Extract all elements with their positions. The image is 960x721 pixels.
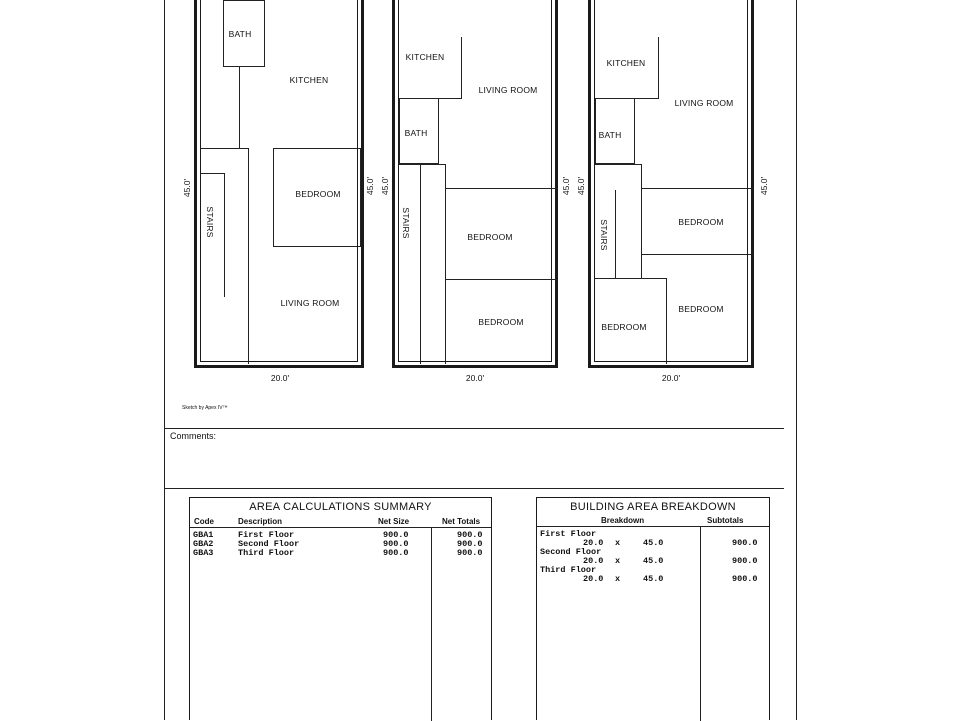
label-bedroom: BEDROOM — [678, 217, 724, 227]
dimension-b: 45.0 — [643, 556, 664, 566]
area-calculations-summary — [189, 497, 492, 720]
dim-depth: 45.0' — [759, 176, 769, 196]
label-stairs: STAIRS — [401, 207, 411, 239]
page-border-left — [164, 0, 165, 720]
row-code: GBA2 — [193, 539, 214, 549]
floor-name: Second Floor — [540, 547, 602, 557]
dimension-a: 20.0 — [583, 556, 604, 566]
floor-plan-third — [588, 0, 754, 368]
header-breakdown: Breakdown — [601, 516, 645, 525]
header-code: Code — [194, 517, 214, 526]
row-net-size: 900.0 — [383, 539, 409, 549]
label-bath: BATH — [598, 130, 622, 140]
header-description: Description — [238, 517, 283, 526]
label-living-room: LIVING ROOM — [674, 98, 734, 108]
label-bedroom: BEDROOM — [601, 322, 647, 332]
dimension-op: x — [615, 574, 621, 584]
area-breakdown-title: BUILDING AREA BREAKDOWN — [570, 501, 736, 513]
floor-name: First Floor — [540, 529, 597, 539]
sketch-credit: Sketch by Apex IV™ — [182, 405, 228, 411]
row-code: GBA3 — [193, 548, 214, 558]
subtotal: 900.0 — [732, 538, 758, 548]
row-description: First Floor — [238, 530, 295, 540]
dimension-b: 45.0 — [643, 538, 664, 548]
label-bedroom: BEDROOM — [295, 189, 341, 199]
dim-width: 20.0' — [661, 373, 681, 383]
row-description: Third Floor — [238, 548, 295, 558]
header-net-size: Net Size — [378, 517, 410, 526]
label-kitchen: KITCHEN — [405, 52, 445, 62]
dim-depth: 45.0' — [365, 176, 375, 196]
label-kitchen: KITCHEN — [606, 58, 646, 68]
label-bedroom: BEDROOM — [478, 317, 524, 327]
dimension-op: x — [615, 538, 621, 548]
label-bedroom: BEDROOM — [467, 232, 513, 242]
comments-divider-top — [164, 428, 784, 429]
row-net-size: 900.0 — [383, 530, 409, 540]
label-bath: BATH — [404, 128, 428, 138]
label-living-room: LIVING ROOM — [478, 85, 538, 95]
row-description: Second Floor — [238, 539, 300, 549]
dimension-op: x — [615, 556, 621, 566]
dim-depth: 45.0' — [576, 176, 586, 196]
building-area-breakdown — [536, 497, 770, 720]
floor-plan-first — [194, 0, 364, 368]
dim-depth: 45.0' — [380, 176, 390, 196]
dimension-a: 20.0 — [583, 538, 604, 548]
area-summary-title: AREA CALCULATIONS SUMMARY — [249, 501, 432, 513]
label-bedroom: BEDROOM — [678, 304, 724, 314]
dim-depth: 45.0' — [182, 178, 192, 198]
dim-width: 20.0' — [270, 373, 290, 383]
subtotal: 900.0 — [732, 574, 758, 584]
row-net-total: 900.0 — [457, 539, 483, 549]
header-net-totals: Net Totals — [442, 517, 481, 526]
label-bath: BATH — [228, 29, 252, 39]
label-stairs: STAIRS — [205, 206, 215, 238]
subtotal: 900.0 — [732, 556, 758, 566]
label-kitchen: KITCHEN — [289, 75, 329, 85]
label-living-room: LIVING ROOM — [280, 298, 340, 308]
comments-label: Comments: — [170, 431, 217, 441]
header-subtotals: Subtotals — [707, 516, 744, 525]
comments-divider-bottom — [164, 488, 784, 489]
dimension-b: 45.0 — [643, 574, 664, 584]
floor-name: Third Floor — [540, 565, 597, 575]
row-net-size: 900.0 — [383, 548, 409, 558]
dim-depth: 45.0' — [561, 176, 571, 196]
row-net-total: 900.0 — [457, 530, 483, 540]
row-code: GBA1 — [193, 530, 214, 540]
page-border-right — [796, 0, 797, 720]
label-stairs: STAIRS — [599, 219, 609, 251]
row-net-total: 900.0 — [457, 548, 483, 558]
dim-width: 20.0' — [465, 373, 485, 383]
dimension-a: 20.0 — [583, 574, 604, 584]
